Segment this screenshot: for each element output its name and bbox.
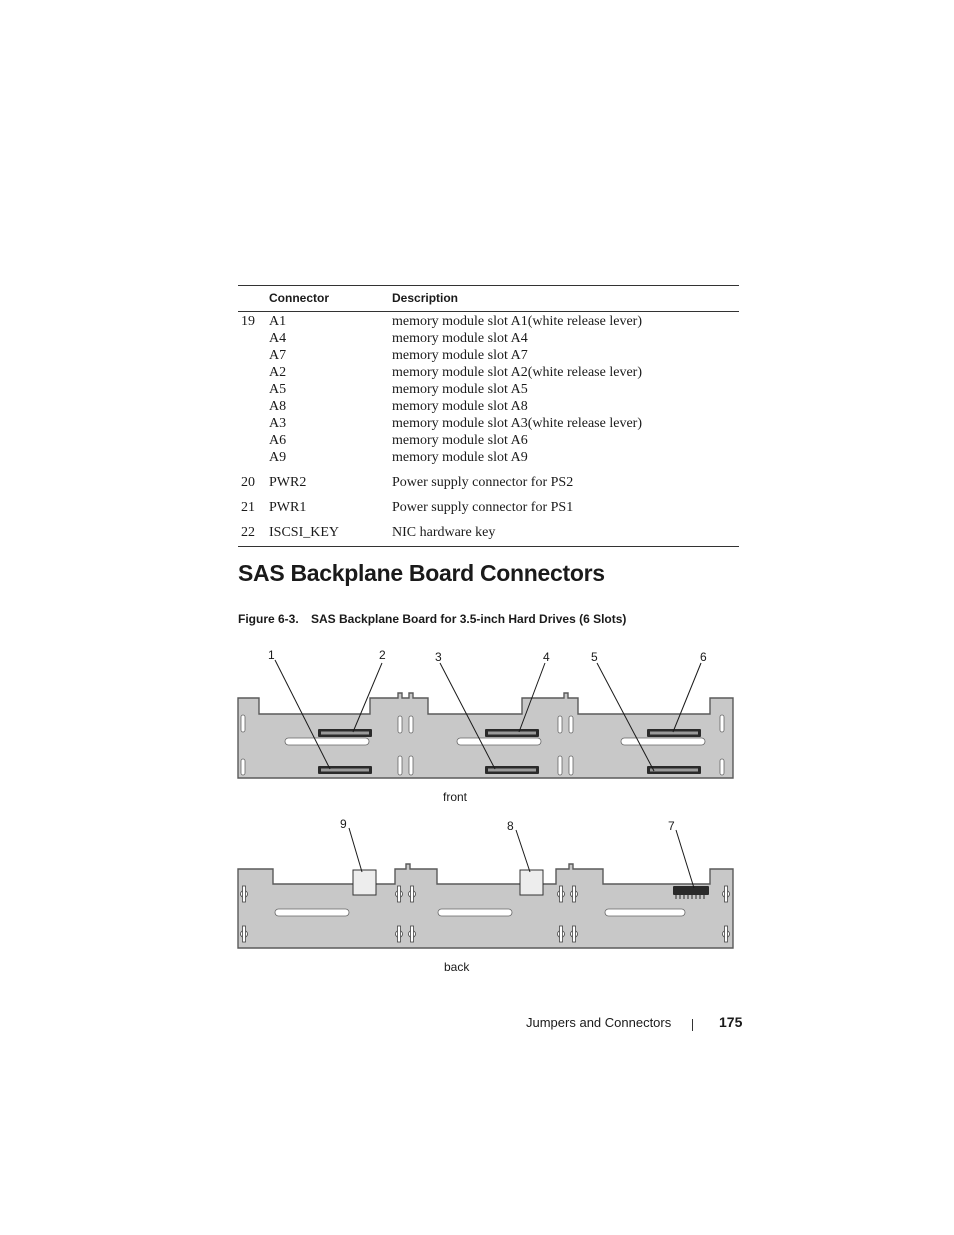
connector-description: memory module slot A7 [392,348,528,363]
connector-name: A9 [269,450,287,465]
callout-4: 4 [543,650,550,664]
row-number: 19 [241,314,255,329]
connector-description: memory module slot A1(white release lever) [392,314,642,329]
mounting-slot [558,756,562,775]
sas-connector [647,766,701,774]
sas-connector [485,766,539,774]
row-number: 21 [241,500,255,515]
connector-name: A2 [269,365,287,380]
callout-7: 7 [668,819,675,833]
callout-1: 1 [268,648,275,662]
air-slot [285,738,369,745]
connector-name: PWR2 [269,475,307,490]
connector-name: A1 [269,314,287,329]
leader-line [349,828,362,872]
mounting-slot [558,716,562,733]
back-component [353,870,376,895]
header-description: Description [392,291,459,305]
footer-section: Jumpers and Connectors [526,1015,672,1030]
air-slot [438,909,512,916]
connector-description: memory module slot A5 [392,382,528,397]
connector-name: A7 [269,348,287,363]
connector-name: PWR1 [269,500,307,515]
sas-connector [485,729,539,737]
callout-2: 2 [379,648,386,662]
section-title: SAS Backplane Board Connectors [238,560,605,586]
connector-name: A4 [269,331,287,346]
row-number: 22 [241,525,255,540]
backplane-front [238,648,733,804]
figure-title: SAS Backplane Board for 3.5-inch Hard Drives (6 Slots) [311,612,627,626]
mounting-slot [409,716,413,733]
header-connector: Connector [269,291,329,305]
mounting-slot [569,716,573,733]
front-label: front [443,790,468,804]
connector-name: A3 [269,416,287,431]
back-board-outline [238,864,733,948]
page-number: 175 [719,1014,743,1030]
connector-name: A8 [269,399,287,414]
connector-name: A6 [269,433,287,448]
mounting-slot [409,756,413,775]
mounting-slot [398,756,402,775]
mounting-slot [720,759,724,775]
backplane-back [238,817,733,974]
connector-description: memory module slot A6 [392,433,528,448]
air-slot [457,738,541,745]
connector-name: A5 [269,382,287,397]
sas-connector [318,766,372,774]
mounting-slot [241,759,245,775]
connector-description: memory module slot A2(white release lever) [392,365,642,380]
connector-description: Power supply connector for PS1 [392,500,574,515]
connector-description: memory module slot A4 [392,331,528,346]
back-component [520,870,543,895]
callout-8: 8 [507,819,514,833]
callout-9: 9 [340,817,347,831]
figure-number: Figure 6-3. [238,612,299,626]
connector-description: NIC hardware key [392,525,496,540]
connector-name: ISCSI_KEY [269,525,340,540]
row-number: 20 [241,475,255,490]
callout-5: 5 [591,650,598,664]
connector-description: memory module slot A3(white release lever) [392,416,642,431]
air-slot [605,909,685,916]
connector-description: Power supply connector for PS2 [392,475,574,490]
leader-line [676,830,694,888]
mounting-slot [241,715,245,732]
footer-separator [692,1019,693,1031]
connector-description: memory module slot A9 [392,450,528,465]
connector-description: memory module slot A8 [392,399,528,414]
air-slot [275,909,349,916]
mounting-slot [569,756,573,775]
air-slot [621,738,705,745]
back-label: back [444,960,470,974]
mounting-slot [398,716,402,733]
leader-line [516,830,530,872]
mounting-slot [720,715,724,732]
callout-3: 3 [435,650,442,664]
sas-connector [318,729,372,737]
callout-6: 6 [700,650,707,664]
